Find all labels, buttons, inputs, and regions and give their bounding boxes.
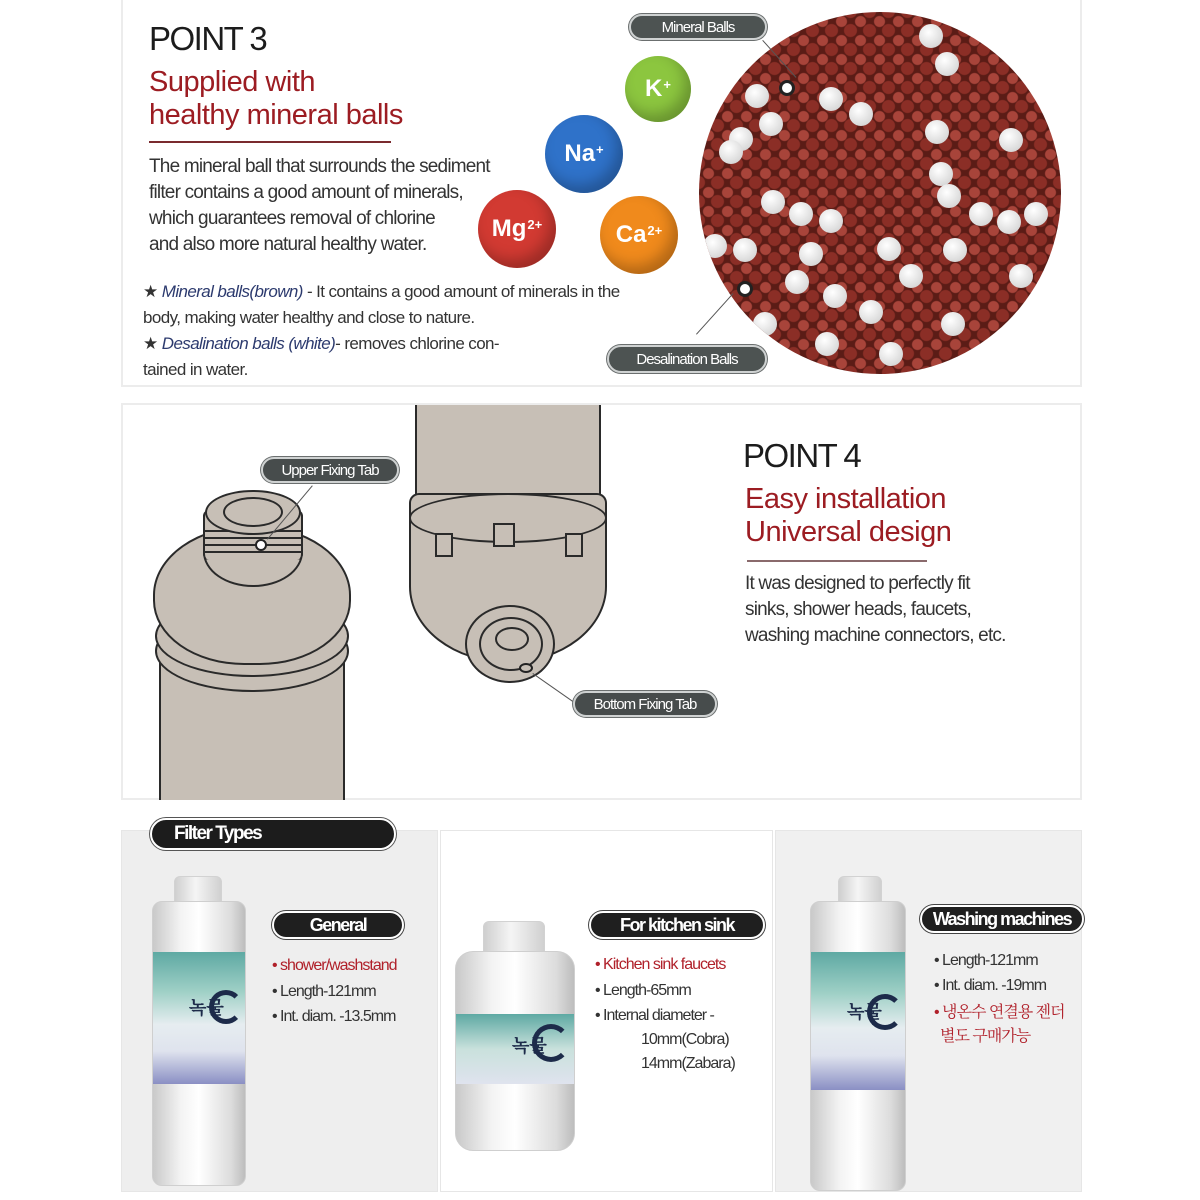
- note-mineral-balls: [143, 279, 743, 305]
- star-icon: ★: [143, 334, 158, 353]
- note-text: body, making water healthy and close to nature.: [143, 308, 475, 327]
- ion-sodium-icon: Na +: [545, 115, 623, 193]
- point4-description-line: sinks, shower heads, faucets,: [745, 599, 972, 620]
- spec-diameter: • Int. diam. -13.5mm: [272, 1008, 396, 1025]
- spec-diameter: • Int. diam. -19mm: [934, 977, 1047, 994]
- point4-title-line1: Easy installation: [745, 483, 947, 515]
- spec-diameter-cobra: 10mm(Cobra): [641, 1031, 729, 1048]
- upper-tab-marker-icon: [255, 539, 267, 551]
- bottom-tab-marker-icon: [519, 663, 533, 673]
- general-filter-image: 녹물: [152, 901, 246, 1186]
- point3-title-line1: Supplied with: [149, 66, 315, 98]
- point4-panel: [121, 403, 1082, 800]
- filter-type-kitchen-panel: [440, 830, 773, 1192]
- note-text: - removes chlorine con-: [335, 334, 499, 353]
- spec-length: • Length-65mm: [595, 982, 691, 999]
- point3-description-line: and also more natural healthy water.: [149, 234, 427, 255]
- star-icon: ★: [143, 282, 158, 301]
- ion-magnesium-icon: Mg $^{2+}$: [478, 190, 556, 268]
- type-pill-kitchen-sink: For kitchen sink: [589, 911, 765, 939]
- kitchen-filter-image: 녹물: [455, 951, 575, 1151]
- spec-usage: • shower/washstand: [272, 957, 397, 974]
- point3-title-underline: [149, 141, 391, 143]
- note-text: tained in water.: [143, 360, 248, 379]
- filter-type-washing-panel: [775, 830, 1082, 1192]
- note-text: - It contains a good amount of minerals in the: [302, 282, 620, 301]
- point4-title-underline: [747, 560, 927, 562]
- point3-title-line2: healthy mineral balls: [149, 99, 403, 131]
- spec-usage: • Kitchen sink faucets: [595, 956, 726, 973]
- spec-diameter: • Internal diameter -: [595, 1007, 714, 1024]
- mineral-balls-image: [699, 12, 1061, 374]
- type-pill-general: General: [272, 911, 404, 939]
- mineral-balls-callout: Mineral Balls: [629, 14, 767, 40]
- point4-description-line: washing machine connectors, etc.: [745, 625, 1006, 646]
- note-term: Desalination balls (white): [161, 334, 336, 353]
- point3-panel: [121, 0, 1082, 387]
- bottom-fixing-tab-callout: Bottom Fixing Tab: [573, 691, 717, 717]
- filter-types-header: Filter Types: [150, 818, 396, 850]
- washing-filter-image: 녹물: [810, 901, 906, 1191]
- callout-leader-line: [532, 673, 574, 702]
- mineral-ball-marker-icon: [779, 80, 795, 96]
- point4-description-line: It was designed to perfectly fit: [745, 573, 970, 594]
- point4-label: POINT 4: [743, 437, 861, 474]
- spec-length: • Length-121mm: [272, 983, 376, 1000]
- spec-diameter-zabara: 14mm(Zabara): [641, 1055, 735, 1072]
- point4-title-line2: Universal design: [745, 516, 952, 548]
- filter-type-general-panel: [121, 830, 438, 1192]
- ion-calcium-icon: Ca $^{2+}$: [600, 196, 678, 274]
- note-term: Mineral balls(brown): [161, 282, 303, 301]
- point3-description-line: filter contains a good amount of minerals,: [149, 182, 463, 203]
- point3-description: [149, 154, 490, 258]
- type-pill-washing-machines: Washing machines: [920, 905, 1084, 933]
- point3-label: POINT 3: [149, 20, 267, 57]
- spec-gender-note: • 냉온수 연결용 젠더: [934, 1004, 1065, 1021]
- point4-description: [745, 571, 1006, 649]
- spec-gender-note-line2: 별도 구매가능: [940, 1028, 1031, 1045]
- desalination-ball-marker-icon: [737, 281, 753, 297]
- upper-fixing-tab-callout: Upper Fixing Tab: [261, 457, 399, 483]
- point3-description-line: The mineral ball that surrounds the sediment: [149, 156, 490, 177]
- desalination-balls-callout: Desalination Balls: [607, 345, 767, 373]
- spec-length: • Length-121mm: [934, 952, 1038, 969]
- ion-potassium-icon: K +: [625, 56, 691, 122]
- point3-description-line: which guarantees removal of chlorine: [149, 208, 435, 229]
